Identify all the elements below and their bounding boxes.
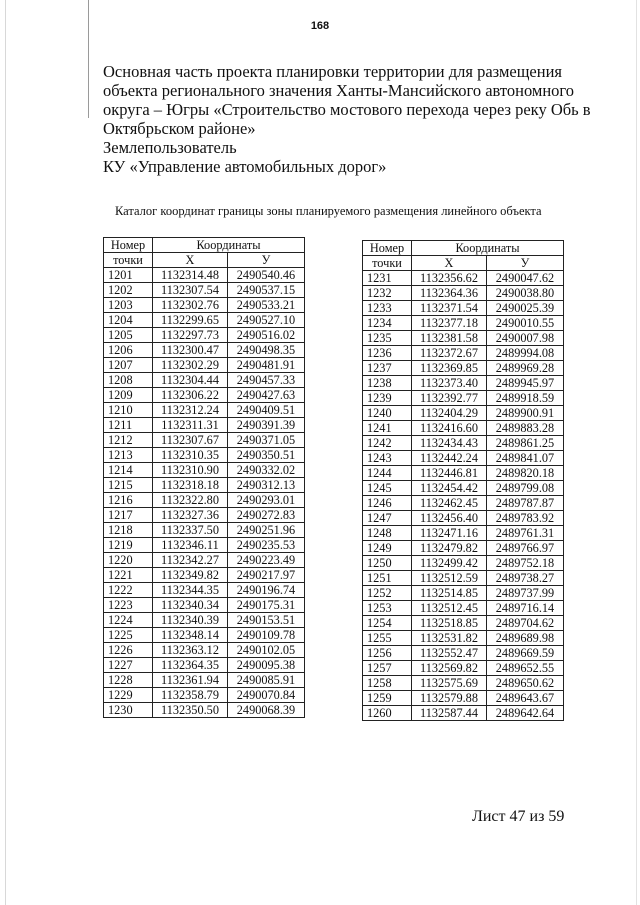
page-margin-line <box>88 0 89 118</box>
header-x: X <box>412 256 487 271</box>
x-coordinate-cell: 1132512.45 <box>412 601 487 616</box>
header-point: точки <box>363 256 412 271</box>
y-coordinate-cell: 2490293.01 <box>228 493 305 508</box>
y-coordinate-cell: 2489820.18 <box>487 466 564 481</box>
y-coordinate-cell: 2489761.31 <box>487 526 564 541</box>
header-coordinates: Координаты <box>412 241 564 256</box>
point-number-cell: 1238 <box>363 376 412 391</box>
point-number-cell: 1254 <box>363 616 412 631</box>
x-coordinate-cell: 1132552.47 <box>412 646 487 661</box>
x-coordinate-cell: 1132381.58 <box>412 331 487 346</box>
x-coordinate-cell: 1132358.79 <box>153 688 228 703</box>
x-coordinate-cell: 1132364.35 <box>153 658 228 673</box>
table-row <box>363 556 564 571</box>
table-row <box>104 283 305 298</box>
x-coordinate-cell: 1132350.50 <box>153 703 228 718</box>
y-coordinate-cell: 2490196.74 <box>228 583 305 598</box>
y-coordinate-cell: 2489861.25 <box>487 436 564 451</box>
point-number-cell: 1205 <box>104 328 153 343</box>
y-coordinate-cell: 2490007.98 <box>487 331 564 346</box>
x-coordinate-cell: 1132307.54 <box>153 283 228 298</box>
x-coordinate-cell: 1132371.54 <box>412 301 487 316</box>
x-coordinate-cell: 1132364.36 <box>412 286 487 301</box>
x-coordinate-cell: 1132363.12 <box>153 643 228 658</box>
point-number-cell: 1259 <box>363 691 412 706</box>
table-row <box>104 478 305 493</box>
table-body-left <box>104 268 305 718</box>
y-coordinate-cell: 2490427.63 <box>228 388 305 403</box>
table-row <box>363 316 564 331</box>
y-coordinate-cell: 2489783.92 <box>487 511 564 526</box>
point-number-cell: 1242 <box>363 436 412 451</box>
table-row <box>104 553 305 568</box>
x-coordinate-cell: 1132342.27 <box>153 553 228 568</box>
point-number-cell: 1252 <box>363 586 412 601</box>
y-coordinate-cell: 2490332.02 <box>228 463 305 478</box>
point-number-cell: 1223 <box>104 598 153 613</box>
table-row <box>363 436 564 451</box>
project-line: Октябрьском районе» <box>103 119 256 138</box>
table-row <box>363 691 564 706</box>
y-coordinate-cell: 2490068.39 <box>228 703 305 718</box>
y-coordinate-cell: 2490481.91 <box>228 358 305 373</box>
table-row <box>104 328 305 343</box>
table-row <box>363 676 564 691</box>
y-coordinate-cell: 2490070.84 <box>228 688 305 703</box>
table-row <box>104 358 305 373</box>
table-row <box>363 661 564 676</box>
y-coordinate-cell: 2489738.27 <box>487 571 564 586</box>
x-coordinate-cell: 1132344.35 <box>153 583 228 598</box>
y-coordinate-cell: 2490409.51 <box>228 403 305 418</box>
x-coordinate-cell: 1132404.29 <box>412 406 487 421</box>
point-number-cell: 1235 <box>363 331 412 346</box>
point-number-cell: 1240 <box>363 406 412 421</box>
y-coordinate-cell: 2489918.59 <box>487 391 564 406</box>
point-number-cell: 1222 <box>104 583 153 598</box>
point-number-cell: 1206 <box>104 343 153 358</box>
point-number-cell: 1209 <box>104 388 153 403</box>
y-coordinate-cell: 2490537.15 <box>228 283 305 298</box>
point-number-cell: 1258 <box>363 676 412 691</box>
header-x: X <box>153 253 228 268</box>
point-number-cell: 1207 <box>104 358 153 373</box>
y-coordinate-cell: 2490025.39 <box>487 301 564 316</box>
land-user-name: КУ «Управление автомобильных дорог» <box>103 157 387 176</box>
sheet-counter: Лист 47 из 59 <box>472 808 565 825</box>
y-coordinate-cell: 2490235.53 <box>228 538 305 553</box>
y-coordinate-cell: 2489900.91 <box>487 406 564 421</box>
y-coordinate-cell: 2489766.97 <box>487 541 564 556</box>
table-row <box>104 568 305 583</box>
y-coordinate-cell: 2489652.55 <box>487 661 564 676</box>
point-number-cell: 1217 <box>104 508 153 523</box>
x-coordinate-cell: 1132348.14 <box>153 628 228 643</box>
x-coordinate-cell: 1132340.39 <box>153 613 228 628</box>
point-number-cell: 1243 <box>363 451 412 466</box>
x-coordinate-cell: 1132311.31 <box>153 418 228 433</box>
point-number-cell: 1241 <box>363 421 412 436</box>
point-number-cell: 1246 <box>363 496 412 511</box>
point-number-cell: 1229 <box>104 688 153 703</box>
point-number-cell: 1218 <box>104 523 153 538</box>
scan-edge-left <box>5 0 6 905</box>
y-coordinate-cell: 2489883.28 <box>487 421 564 436</box>
y-coordinate-cell: 2489689.98 <box>487 631 564 646</box>
y-coordinate-cell: 2490272.83 <box>228 508 305 523</box>
table-row <box>104 463 305 478</box>
y-coordinate-cell: 2490223.49 <box>228 553 305 568</box>
table-row <box>104 523 305 538</box>
point-number-cell: 1232 <box>363 286 412 301</box>
header-coordinates: Координаты <box>153 238 305 253</box>
table-row <box>363 421 564 436</box>
point-number-cell: 1233 <box>363 301 412 316</box>
table-row <box>104 658 305 673</box>
header-y: У <box>228 253 305 268</box>
point-number-cell: 1226 <box>104 643 153 658</box>
point-number-cell: 1216 <box>104 493 153 508</box>
project-description <box>103 62 591 176</box>
point-number-cell: 1213 <box>104 448 153 463</box>
point-number-cell: 1227 <box>104 658 153 673</box>
table-row <box>104 448 305 463</box>
x-coordinate-cell: 1132369.85 <box>412 361 487 376</box>
table-row <box>104 298 305 313</box>
x-coordinate-cell: 1132569.82 <box>412 661 487 676</box>
y-coordinate-cell: 2490527.10 <box>228 313 305 328</box>
table-row <box>104 313 305 328</box>
table-row <box>363 346 564 361</box>
y-coordinate-cell: 2490038.80 <box>487 286 564 301</box>
x-coordinate-cell: 1132462.45 <box>412 496 487 511</box>
table-row <box>363 526 564 541</box>
table-row <box>363 631 564 646</box>
x-coordinate-cell: 1132337.50 <box>153 523 228 538</box>
point-number-cell: 1260 <box>363 706 412 721</box>
x-coordinate-cell: 1132479.82 <box>412 541 487 556</box>
header-number: Номер <box>363 241 412 256</box>
x-coordinate-cell: 1132297.73 <box>153 328 228 343</box>
point-number-cell: 1214 <box>104 463 153 478</box>
x-coordinate-cell: 1132310.90 <box>153 463 228 478</box>
point-number-cell: 1257 <box>363 661 412 676</box>
y-coordinate-cell: 2490533.21 <box>228 298 305 313</box>
table-row <box>104 538 305 553</box>
y-coordinate-cell: 2489841.07 <box>487 451 564 466</box>
point-number-cell: 1248 <box>363 526 412 541</box>
y-coordinate-cell: 2490109.78 <box>228 628 305 643</box>
x-coordinate-cell: 1132531.82 <box>412 631 487 646</box>
point-number-cell: 1230 <box>104 703 153 718</box>
x-coordinate-cell: 1132306.22 <box>153 388 228 403</box>
y-coordinate-cell: 2489787.87 <box>487 496 564 511</box>
x-coordinate-cell: 1132349.82 <box>153 568 228 583</box>
table-row <box>104 268 305 283</box>
point-number-cell: 1221 <box>104 568 153 583</box>
table-row <box>363 301 564 316</box>
y-coordinate-cell: 2490010.55 <box>487 316 564 331</box>
x-coordinate-cell: 1132446.81 <box>412 466 487 481</box>
table-row <box>104 628 305 643</box>
table-row <box>363 331 564 346</box>
y-coordinate-cell: 2490102.05 <box>228 643 305 658</box>
y-coordinate-cell: 2490516.02 <box>228 328 305 343</box>
point-number-cell: 1220 <box>104 553 153 568</box>
x-coordinate-cell: 1132300.47 <box>153 343 228 358</box>
x-coordinate-cell: 1132314.48 <box>153 268 228 283</box>
x-coordinate-cell: 1132392.77 <box>412 391 487 406</box>
x-coordinate-cell: 1132346.11 <box>153 538 228 553</box>
x-coordinate-cell: 1132312.24 <box>153 403 228 418</box>
point-number-cell: 1250 <box>363 556 412 571</box>
table-body-right <box>363 271 564 721</box>
table-row <box>104 493 305 508</box>
x-coordinate-cell: 1132304.44 <box>153 373 228 388</box>
table-row <box>363 706 564 721</box>
y-coordinate-cell: 2490095.38 <box>228 658 305 673</box>
x-coordinate-cell: 1132434.43 <box>412 436 487 451</box>
coordinates-table-left <box>103 237 305 718</box>
table-row <box>104 688 305 703</box>
table-row <box>104 418 305 433</box>
y-coordinate-cell: 2490085.91 <box>228 673 305 688</box>
point-number-cell: 1208 <box>104 373 153 388</box>
coordinates-table-right <box>362 240 564 721</box>
point-number-cell: 1219 <box>104 538 153 553</box>
point-number-cell: 1244 <box>363 466 412 481</box>
x-coordinate-cell: 1132442.24 <box>412 451 487 466</box>
y-coordinate-cell: 2490175.31 <box>228 598 305 613</box>
y-coordinate-cell: 2490391.39 <box>228 418 305 433</box>
point-number-cell: 1253 <box>363 601 412 616</box>
table-row <box>363 646 564 661</box>
table-row <box>363 616 564 631</box>
table-row <box>363 541 564 556</box>
y-coordinate-cell: 2489642.64 <box>487 706 564 721</box>
x-coordinate-cell: 1132471.16 <box>412 526 487 541</box>
point-number-cell: 1201 <box>104 268 153 283</box>
y-coordinate-cell: 2489704.62 <box>487 616 564 631</box>
y-coordinate-cell: 2490457.33 <box>228 373 305 388</box>
x-coordinate-cell: 1132361.94 <box>153 673 228 688</box>
x-coordinate-cell: 1132318.18 <box>153 478 228 493</box>
point-number-cell: 1225 <box>104 628 153 643</box>
table-row <box>104 343 305 358</box>
x-coordinate-cell: 1132340.34 <box>153 598 228 613</box>
table-row <box>363 571 564 586</box>
y-coordinate-cell: 2490251.96 <box>228 523 305 538</box>
point-number-cell: 1256 <box>363 646 412 661</box>
point-number-cell: 1237 <box>363 361 412 376</box>
x-coordinate-cell: 1132307.67 <box>153 433 228 448</box>
table-row <box>104 433 305 448</box>
x-coordinate-cell: 1132575.69 <box>412 676 487 691</box>
x-coordinate-cell: 1132454.42 <box>412 481 487 496</box>
x-coordinate-cell: 1132373.40 <box>412 376 487 391</box>
x-coordinate-cell: 1132302.29 <box>153 358 228 373</box>
point-number-cell: 1210 <box>104 403 153 418</box>
y-coordinate-cell: 2490540.46 <box>228 268 305 283</box>
table-row <box>104 583 305 598</box>
x-coordinate-cell: 1132310.35 <box>153 448 228 463</box>
x-coordinate-cell: 1132579.88 <box>412 691 487 706</box>
project-line: объекта регионального значения Ханты-Мансийского автономного <box>103 81 575 100</box>
point-number-cell: 1236 <box>363 346 412 361</box>
table-row <box>104 598 305 613</box>
x-coordinate-cell: 1132322.80 <box>153 493 228 508</box>
header-y: У <box>487 256 564 271</box>
header-point: точки <box>104 253 153 268</box>
page-number: 168 <box>310 20 330 32</box>
table-row <box>104 403 305 418</box>
x-coordinate-cell: 1132372.67 <box>412 346 487 361</box>
table-row <box>104 703 305 718</box>
x-coordinate-cell: 1132377.18 <box>412 316 487 331</box>
table-row <box>104 673 305 688</box>
table-row <box>363 391 564 406</box>
table-row <box>363 496 564 511</box>
x-coordinate-cell: 1132356.62 <box>412 271 487 286</box>
table-row <box>363 481 564 496</box>
y-coordinate-cell: 2489669.59 <box>487 646 564 661</box>
x-coordinate-cell: 1132514.85 <box>412 586 487 601</box>
y-coordinate-cell: 2489945.97 <box>487 376 564 391</box>
x-coordinate-cell: 1132456.40 <box>412 511 487 526</box>
header-number: Номер <box>104 238 153 253</box>
point-number-cell: 1239 <box>363 391 412 406</box>
point-number-cell: 1249 <box>363 541 412 556</box>
table-row <box>363 361 564 376</box>
x-coordinate-cell: 1132302.76 <box>153 298 228 313</box>
y-coordinate-cell: 2489716.14 <box>487 601 564 616</box>
table-row <box>363 601 564 616</box>
point-number-cell: 1234 <box>363 316 412 331</box>
x-coordinate-cell: 1132499.42 <box>412 556 487 571</box>
table-row <box>363 586 564 601</box>
y-coordinate-cell: 2490217.97 <box>228 568 305 583</box>
point-number-cell: 1203 <box>104 298 153 313</box>
y-coordinate-cell: 2490371.05 <box>228 433 305 448</box>
land-user-label: Землепользователь <box>103 138 237 157</box>
point-number-cell: 1212 <box>104 433 153 448</box>
project-line: Основная часть проекта планировки территории для размещения <box>103 62 562 81</box>
y-coordinate-cell: 2489994.08 <box>487 346 564 361</box>
scan-edge-right <box>636 0 637 905</box>
table-row <box>363 406 564 421</box>
y-coordinate-cell: 2489737.99 <box>487 586 564 601</box>
y-coordinate-cell: 2489643.67 <box>487 691 564 706</box>
point-number-cell: 1245 <box>363 481 412 496</box>
table-row <box>363 511 564 526</box>
x-coordinate-cell: 1132587.44 <box>412 706 487 721</box>
table-row <box>363 466 564 481</box>
point-number-cell: 1247 <box>363 511 412 526</box>
point-number-cell: 1255 <box>363 631 412 646</box>
point-number-cell: 1231 <box>363 271 412 286</box>
point-number-cell: 1204 <box>104 313 153 328</box>
x-coordinate-cell: 1132518.85 <box>412 616 487 631</box>
table-row <box>104 613 305 628</box>
y-coordinate-cell: 2490498.35 <box>228 343 305 358</box>
table-row <box>104 643 305 658</box>
y-coordinate-cell: 2490153.51 <box>228 613 305 628</box>
point-number-cell: 1202 <box>104 283 153 298</box>
point-number-cell: 1211 <box>104 418 153 433</box>
project-line: округа – Югры «Строительство мостового перехода через реку Обь в <box>103 100 591 119</box>
catalog-title: Каталог координат границы зоны планируемого размещения линейного объекта <box>115 204 542 218</box>
table-row <box>363 286 564 301</box>
y-coordinate-cell: 2489650.62 <box>487 676 564 691</box>
y-coordinate-cell: 2490047.62 <box>487 271 564 286</box>
y-coordinate-cell: 2490312.13 <box>228 478 305 493</box>
y-coordinate-cell: 2489969.28 <box>487 361 564 376</box>
table-row <box>363 451 564 466</box>
point-number-cell: 1224 <box>104 613 153 628</box>
point-number-cell: 1215 <box>104 478 153 493</box>
table-row <box>104 373 305 388</box>
table-row <box>363 271 564 286</box>
table-row <box>104 388 305 403</box>
x-coordinate-cell: 1132327.36 <box>153 508 228 523</box>
table-row <box>363 376 564 391</box>
y-coordinate-cell: 2489799.08 <box>487 481 564 496</box>
table-row <box>104 508 305 523</box>
y-coordinate-cell: 2489752.18 <box>487 556 564 571</box>
y-coordinate-cell: 2490350.51 <box>228 448 305 463</box>
point-number-cell: 1251 <box>363 571 412 586</box>
x-coordinate-cell: 1132299.65 <box>153 313 228 328</box>
x-coordinate-cell: 1132512.59 <box>412 571 487 586</box>
point-number-cell: 1228 <box>104 673 153 688</box>
x-coordinate-cell: 1132416.60 <box>412 421 487 436</box>
